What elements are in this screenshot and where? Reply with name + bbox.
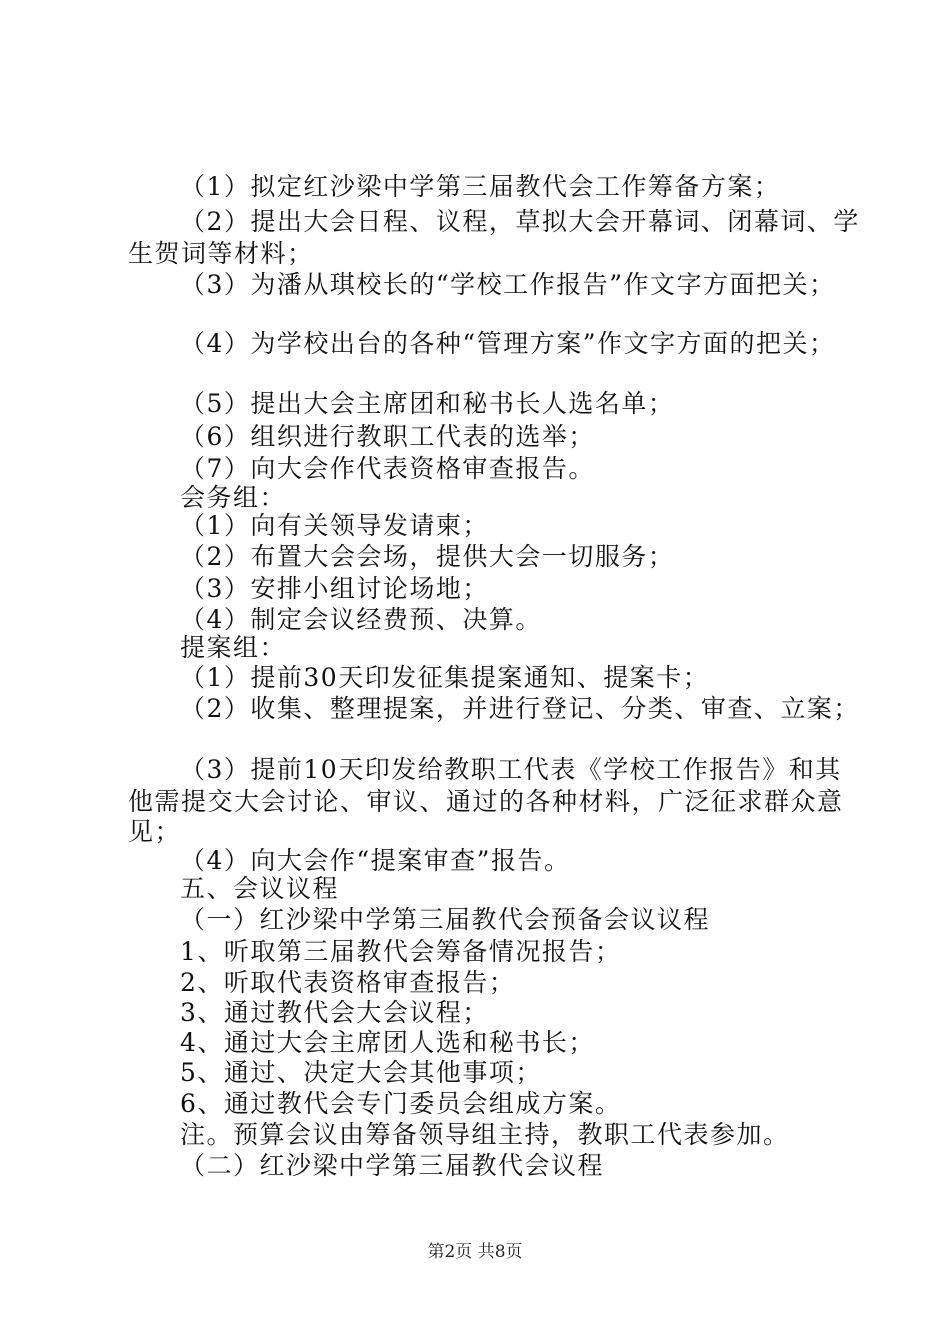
text-line: 注。预算会议由筹备领导组主持，教职工代表参加。 [180, 1120, 790, 1149]
section-heading: 五、会议议程 [180, 874, 340, 903]
text-line: 见； [128, 817, 182, 846]
text-line: （4）向大会作“提案审查”报告。 [180, 846, 571, 875]
page-number-footer: 第2页 共8页 [427, 1242, 523, 1262]
text-line: 3、通过教代会大会议程； [180, 998, 489, 1027]
text-line: （6）组织进行教职工代表的选举； [180, 422, 595, 451]
text-line: （1）提前30天印发征集提案通知、提案卡； [180, 663, 710, 692]
text-line: 他需提交大会讨论、审议、通过的各种材料，广泛征求群众意 [128, 787, 844, 816]
text-line: （5）提出大会主席团和秘书长人选名单； [180, 389, 675, 418]
subsection-heading: （二）红沙梁中学第三届教代会议程 [180, 1151, 605, 1180]
section-heading: 会务组： [180, 483, 287, 512]
text-line: （3）为潘从琪校长的“学校工作报告”作文字方面把关； [180, 270, 836, 299]
section-heading: 提案组： [180, 633, 287, 662]
text-line: 生贺词等材料； [128, 239, 314, 268]
text-line: 5、通过、决定大会其他事项； [180, 1058, 542, 1087]
subsection-heading: （一）红沙梁中学第三届教代会预备会议议程 [180, 905, 711, 934]
text-line: 4、通过大会主席团人选和秘书长； [180, 1028, 595, 1057]
text-line: （1）向有关领导发请柬； [180, 511, 489, 540]
text-line: （1）拟定红沙梁中学第三届教代会工作筹备方案； [180, 172, 781, 201]
text-line: （3）安排小组讨论场地； [180, 574, 489, 603]
text-line: （2）提出大会日程、议程，草拟大会开幕词、闭幕词、学 [180, 207, 860, 236]
text-line: （2）收集、整理提案，并进行登记、分类、审查、立案； [180, 694, 860, 723]
text-line: （3）提前10天印发给教职工代表《学校工作报告》和其 [180, 755, 842, 784]
text-line: （4）制定会议经费预、决算。 [180, 605, 542, 634]
text-line: 6、通过教代会专门委员会组成方案。 [180, 1089, 622, 1118]
text-line: （2）布置大会会场，提供大会一切服务； [180, 542, 675, 571]
text-line: 2、听取代表资格审查报告； [180, 968, 516, 997]
text-line: 1、听取第三届教代会筹备情况报告； [180, 937, 622, 966]
text-line: （7）向大会作代表资格审查报告。 [180, 454, 595, 483]
text-line: （4）为学校出台的各种“管理方案”作文字方面的把关； [180, 329, 836, 358]
